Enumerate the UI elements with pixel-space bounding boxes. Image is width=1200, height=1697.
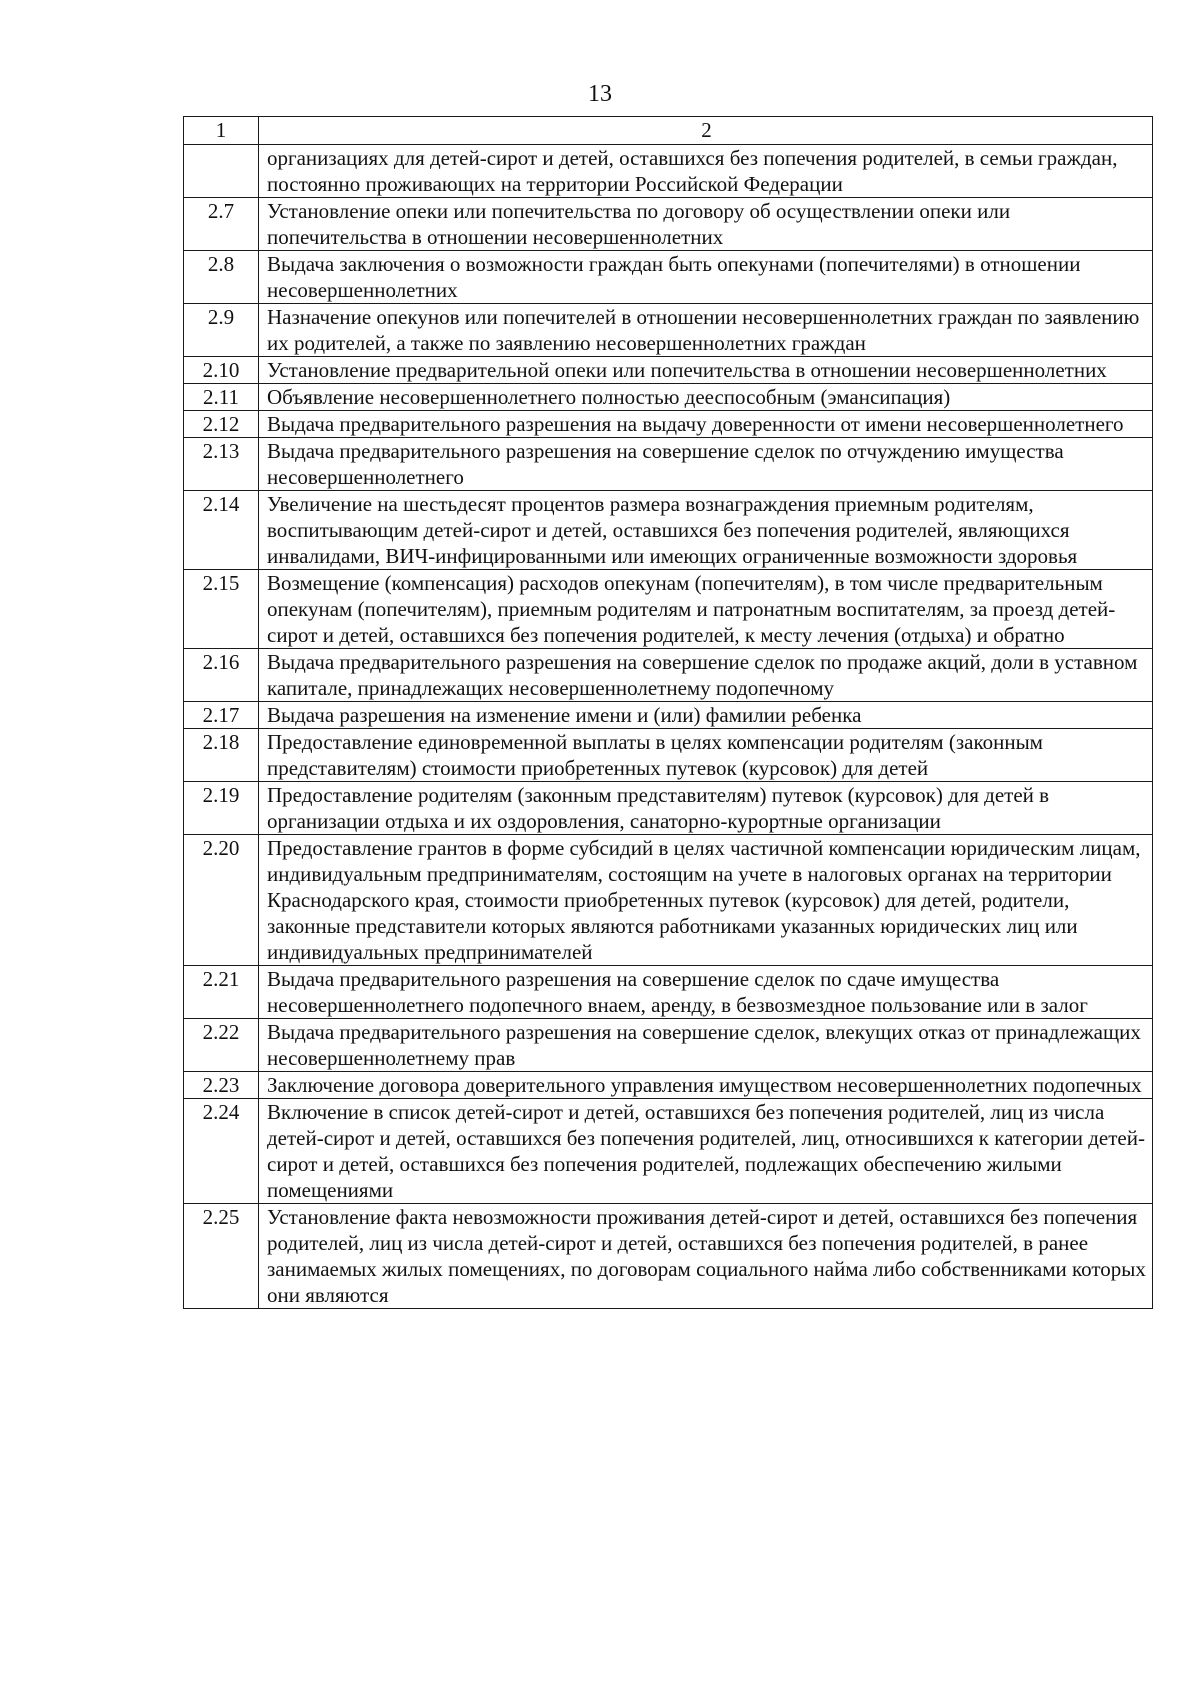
row-description-cell: Возмещение (компенсация) расходов опекунам (попечителям), в том числе предварительным опекунам (попечителям), приемным родителям и патронатным воспитателям, за проезд детей-сирот и детей, оставшихся без попечения родителей, к месту лечения (отдыха) и обратно xyxy=(259,570,1153,649)
table-row xyxy=(184,649,1153,702)
table-row xyxy=(184,198,1153,251)
row-number-cell: 2.16 xyxy=(184,649,259,702)
table-row xyxy=(184,491,1153,570)
row-number-cell: 2.10 xyxy=(184,357,259,384)
row-description-cell: Выдача предварительного разрешения на совершение сделок, влекущих отказ от принадлежащих несовершеннолетнему прав xyxy=(259,1019,1153,1072)
table-row xyxy=(184,702,1153,729)
table-row xyxy=(184,1072,1153,1099)
table-row xyxy=(184,145,1153,198)
row-description-cell: Назначение опекунов или попечителей в отношении несовершеннолетних граждан по заявлению их родителей, а также по заявлению несовершеннолетних граждан xyxy=(259,304,1153,357)
table-row xyxy=(184,357,1153,384)
row-number-cell: 2.19 xyxy=(184,782,259,835)
row-description-cell: Выдача разрешения на изменение имени и (или) фамилии ребенка xyxy=(259,702,1153,729)
row-number-cell: 2.12 xyxy=(184,411,259,438)
table-row xyxy=(184,835,1153,966)
table-body xyxy=(184,117,1153,1309)
row-description-cell: Выдача предварительного разрешения на совершение сделок по продаже акций, доли в уставном капитале, принадлежащих несовершеннолетнему подопечному xyxy=(259,649,1153,702)
row-number-cell: 2.15 xyxy=(184,570,259,649)
row-number-cell: 2.20 xyxy=(184,835,259,966)
table-row xyxy=(184,1204,1153,1309)
row-description-cell: Заключение договора доверительного управления имуществом несовершеннолетних подопечных xyxy=(259,1072,1153,1099)
row-description-cell: Установление факта невозможности проживания детей-сирот и детей, оставшихся без попечения родителей, лиц из числа детей-сирот и детей, оставшихся без попечения родителей, в ранее занимаемых жилых помещениях, по договорам социального найма либо собственниками которых они являются xyxy=(259,1204,1153,1309)
row-description-cell: Включение в список детей-сирот и детей, оставшихся без попечения родителей, лиц из числа детей-сирот и детей, оставшихся без попечения родителей, лиц, относившихся к категории детей-сирот и детей, оставшихся без попечения родителей, подлежащих обеспечению жилыми помещениями xyxy=(259,1099,1153,1204)
services-table xyxy=(183,116,1153,1309)
row-description-cell: организациях для детей-сирот и детей, оставшихся без попечения родителей, в семьи граждан, постоянно проживающих на территории Российской Федерации xyxy=(259,145,1153,198)
row-number-cell xyxy=(184,145,259,198)
row-number-cell: 2.7 xyxy=(184,198,259,251)
row-description-cell: Предоставление грантов в форме субсидий в целях частичной компенсации юридическим лицам, индивидуальным предпринимателям, состоящим на учете в налоговых органах на территории Краснодарского края, стоимости приобретенных путевок (курсовок) для детей, родители, законные представители которых являются работниками указанных юридических лиц или индивидуальных предпринимателей xyxy=(259,835,1153,966)
row-description-cell: Установление предварительной опеки или попечительства в отношении несовершеннолетних xyxy=(259,357,1153,384)
table-row xyxy=(184,729,1153,782)
row-description-cell: Объявление несовершеннолетнего полностью дееспособным (эмансипация) xyxy=(259,384,1153,411)
table-row xyxy=(184,782,1153,835)
row-number-cell: 2.18 xyxy=(184,729,259,782)
row-description-cell: Предоставление единовременной выплаты в целях компенсации родителям (законным представителям) стоимости приобретенных путевок (курсовок) для детей xyxy=(259,729,1153,782)
table-row xyxy=(184,1099,1153,1204)
services-table-container xyxy=(183,116,1152,1309)
row-number-cell: 2.25 xyxy=(184,1204,259,1309)
table-row xyxy=(184,570,1153,649)
table-row xyxy=(184,1019,1153,1072)
row-number-cell: 2.23 xyxy=(184,1072,259,1099)
row-number-cell: 2.13 xyxy=(184,438,259,491)
row-number-cell: 2.9 xyxy=(184,304,259,357)
table-row xyxy=(184,304,1153,357)
row-description-cell: Выдача предварительного разрешения на выдачу доверенности от имени несовершеннолетнего xyxy=(259,411,1153,438)
row-number-cell: 2.22 xyxy=(184,1019,259,1072)
row-description-cell: Выдача предварительного разрешения на совершение сделок по сдаче имущества несовершеннолетнего подопечного внаем, аренду, в безвозмездное пользование или в залог xyxy=(259,966,1153,1019)
header-col-2: 2 xyxy=(259,117,1153,145)
row-description-cell: Выдача предварительного разрешения на совершение сделок по отчуждению имущества несовершеннолетнего xyxy=(259,438,1153,491)
table-row xyxy=(184,251,1153,304)
row-description-cell: Выдача заключения о возможности граждан быть опекунами (попечителями) в отношении несовершеннолетних xyxy=(259,251,1153,304)
row-number-cell: 2.17 xyxy=(184,702,259,729)
table-row xyxy=(184,966,1153,1019)
header-col-1: 1 xyxy=(184,117,259,145)
row-number-cell: 2.11 xyxy=(184,384,259,411)
row-number-cell: 2.14 xyxy=(184,491,259,570)
table-row xyxy=(184,411,1153,438)
table-row xyxy=(184,438,1153,491)
table-header-row xyxy=(184,117,1153,145)
row-number-cell: 2.24 xyxy=(184,1099,259,1204)
page-number: 13 xyxy=(588,81,612,107)
row-number-cell: 2.8 xyxy=(184,251,259,304)
row-description-cell: Установление опеки или попечительства по договору об осуществлении опеки или попечительства в отношении несовершеннолетних xyxy=(259,198,1153,251)
table-row xyxy=(184,384,1153,411)
row-number-cell: 2.21 xyxy=(184,966,259,1019)
row-description-cell: Предоставление родителям (законным представителям) путевок (курсовок) для детей в организации отдыха и их оздоровления, санаторно-курортные организации xyxy=(259,782,1153,835)
row-description-cell: Увеличение на шестьдесят процентов размера вознаграждения приемным родителям, воспитывающим детей-сирот и детей, оставшихся без попечения родителей, являющихся инвалидами, ВИЧ-инфицированными или имеющих ограниченные возможности здоровья xyxy=(259,491,1153,570)
